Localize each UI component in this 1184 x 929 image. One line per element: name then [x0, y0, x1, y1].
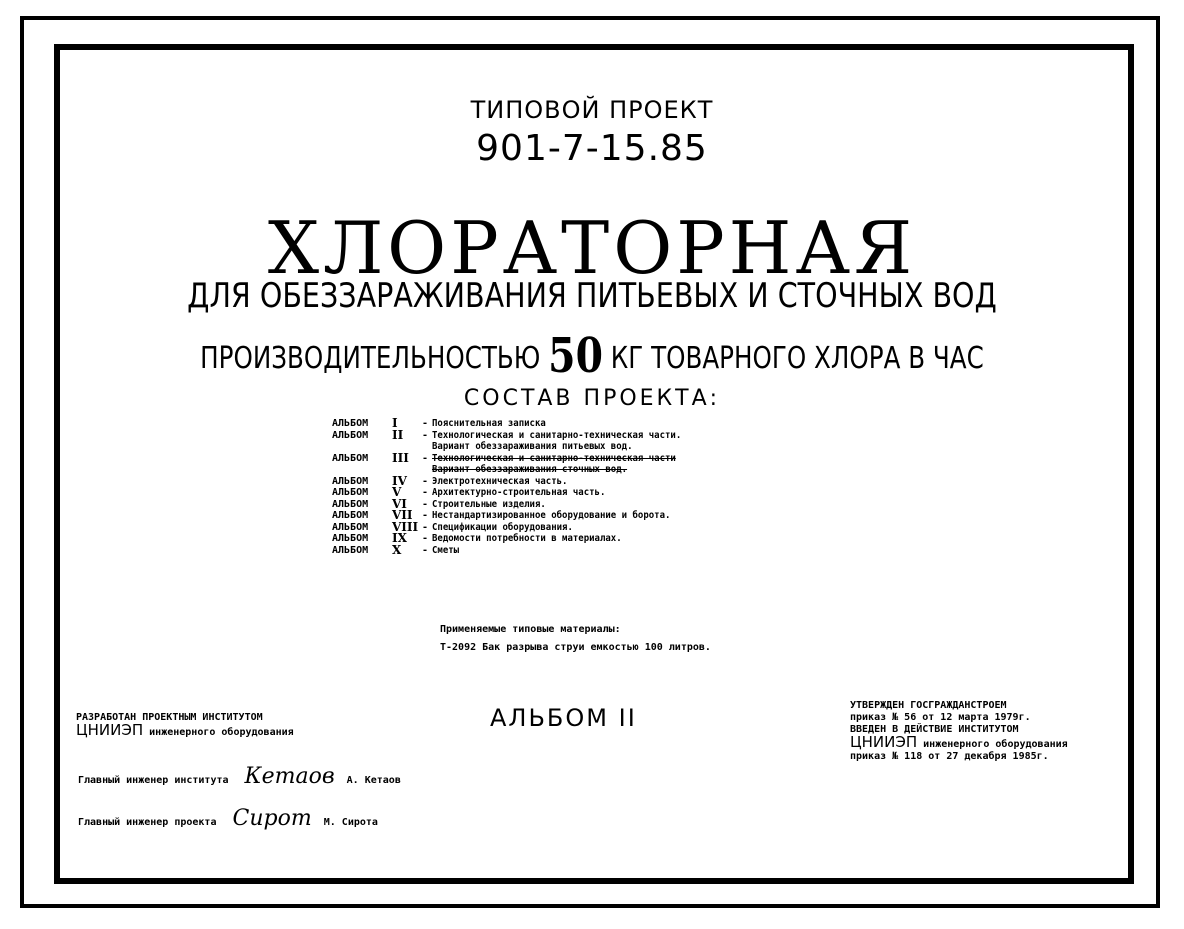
chief-institute-row [78, 764, 401, 789]
project-series: ТИПОВОЙ ПРОЕКТ [470, 96, 714, 124]
project-number: 901-7-15.85 [476, 128, 708, 169]
document-subtitle: ДЛЯ ОБЕЗЗАРАЖИВАНИЯ ПИТЬЕВЫХ И СТОЧНЫХ ВОД [187, 276, 997, 316]
capacity-prefix: ПРОИЗВОДИТЕЛЬНОСТЬЮ [200, 341, 541, 376]
capacity-suffix: КГ ТОВАРНОГО ХЛОРА В ЧАС [610, 341, 984, 376]
album-row: АЛЬБОМ II - Технологическая и санитарно-техническая части. [332, 427, 682, 442]
approval-line: УТВЕРЖДЕН ГОСГРАЖДАНСТРОЕМ [850, 700, 1007, 711]
applied-materials-heading: Применяемые типовые материалы: [440, 624, 621, 635]
signature: Кетаов [244, 764, 335, 789]
album-row: АЛЬБОМ VIII - Спецификации оборудования. [332, 519, 573, 534]
developer-org-suffix: инженерного оборудования [149, 727, 294, 738]
approval-line: приказ № 56 от 12 марта 1979г. [850, 712, 1031, 723]
album-row: АЛЬБОМ VII - Нестандартизированное оборудование и борота. [332, 508, 671, 522]
album-row: Вариант обеззараживания питьевых вод. [432, 441, 633, 452]
capacity-value: 50 [548, 328, 603, 384]
chief-project-row [78, 806, 378, 831]
approval-block [850, 700, 1068, 763]
capacity-line [107, 328, 1078, 384]
album-row: АЛЬБОМ I - Пояснительная записка [332, 416, 546, 430]
approval-line: приказ № 118 от 27 декабря 1985г. [850, 751, 1049, 762]
developer-org: ЦНИИЭП [76, 721, 144, 739]
album-row: АЛЬБОМ IX - Ведомости потребности в материалах. [332, 531, 622, 545]
chief-project-name: М. Сирота [323, 817, 378, 828]
album-row: АЛЬБОМ VI - Строительные изделия. [332, 496, 546, 511]
album-row: Вариант обеззараживания сточных вод. [432, 464, 628, 475]
chief-institute-name: А. Кетаов [346, 775, 401, 786]
approval-line: ВВЕДЕН В ДЕЙСТВИЕ ИНСТИТУТОМ [850, 724, 1019, 735]
album-row: АЛЬБОМ III - Технологическая и санитарно-техническая части [332, 450, 676, 465]
developer-line: РАЗРАБОТАН ПРОЕКТНЫМ ИНСТИТУТОМ [76, 712, 263, 723]
document-title: ХЛОРАТОРНАЯ [267, 206, 917, 290]
album-row: АЛЬБОМ X - Сметы [332, 542, 460, 557]
album-list [332, 418, 709, 556]
signature: Сирот [232, 806, 312, 831]
developer-block [76, 712, 294, 739]
applied-materials-item: Т-2092 Бак разрыва струи емкостью 100 литров. [440, 642, 711, 653]
current-album: АЛЬБОМ II [490, 704, 637, 732]
chief-institute-role: Главный инженер института [78, 775, 229, 786]
composition-heading: СОСТАВ ПРОЕКТА: [463, 386, 721, 411]
approval-org: ЦНИИЭП [850, 733, 918, 751]
album-row: АЛЬБОМ V - Архитектурно-строительная часть. [332, 485, 606, 499]
approval-org-suffix: инженерного оборудования [923, 739, 1068, 750]
chief-project-role: Главный инженер проекта [78, 817, 217, 828]
album-row: АЛЬБОМ IV - Электротехническая часть. [332, 473, 568, 488]
